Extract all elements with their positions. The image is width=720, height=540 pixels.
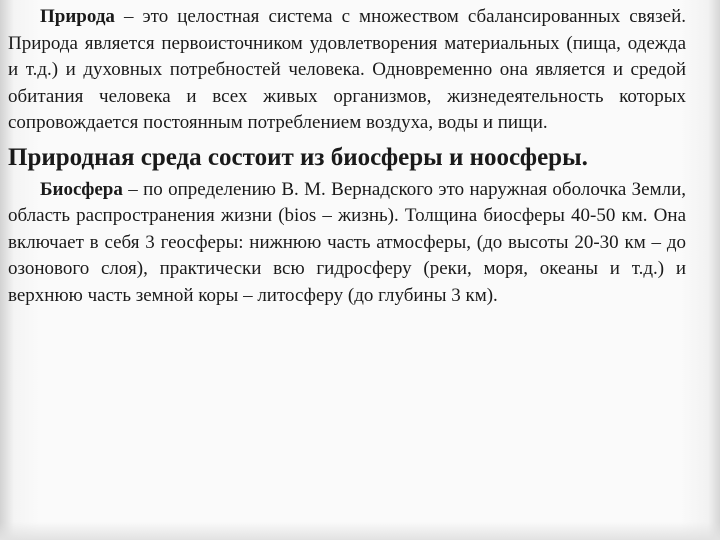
slide-content xyxy=(8,4,686,309)
paragraph-biosfera xyxy=(8,177,686,310)
paragraph-biosfera-text: – по определению В. М. Вернадского это наружная оболочка Земли, область распространения жизни (bios – жизнь). Толщина биосферы 40-50 км. Она включает в себя 3 геосферы: нижнюю часть атмосферы, (до высоты 20-30 км – до озонового слоя), практически всю гидросферу (реки, моря, океаны и т.д.) и верхнюю часть земной коры – литосферу (до глубины 3 км). xyxy=(8,178,686,306)
term-priroda: Природа xyxy=(40,6,115,27)
paragraph-priroda-text: – это целостная система с множеством сбалансированных связей. Природа является первоисточником удовлетворения материальных (пища, одежда и т.д.) и духовных потребностей человека. Одновременно она является и средой обитания человека и всех живых организмов, жизнедеятельность которых сопровождается постоянным потреблением воздуха, воды и пищи. xyxy=(8,6,686,133)
paragraph-priroda xyxy=(8,4,686,137)
term-biosfera: Биосфера xyxy=(40,178,123,200)
section-heading: Природная среда состоит из биосферы и ноосферы. xyxy=(8,143,588,171)
